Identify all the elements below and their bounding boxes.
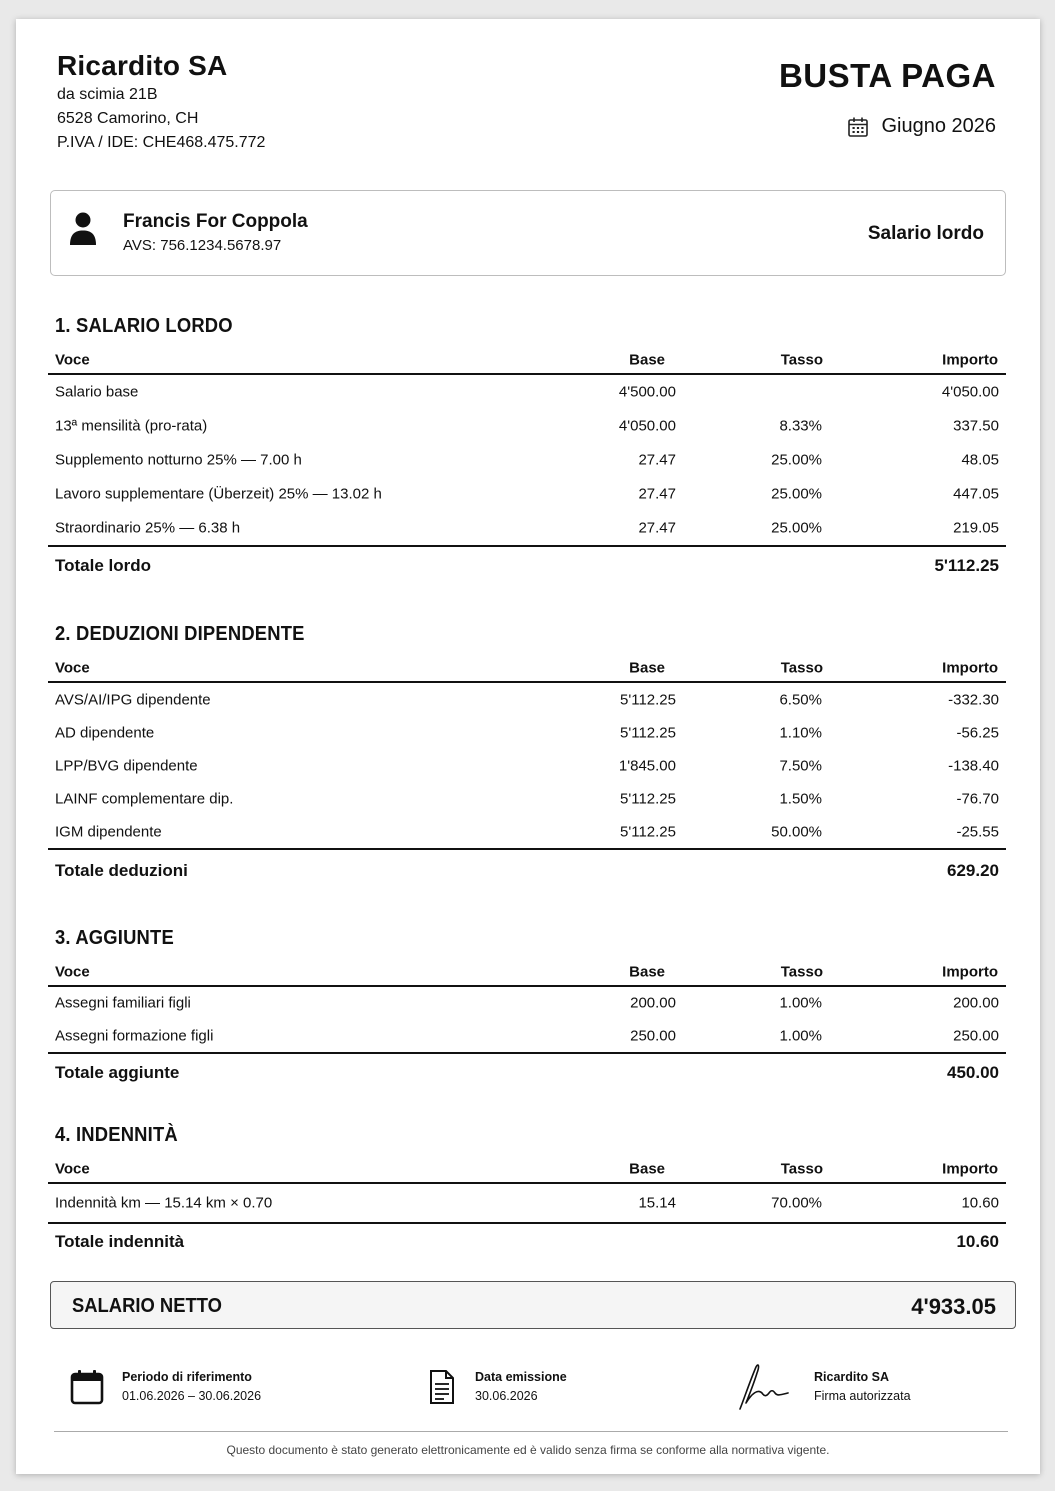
disclaimer: Questo documento è stato generato elettronicamente ed è valido senza firma se conforme alla normativa vigente.	[226, 1443, 830, 1457]
row-importo: 250.00	[953, 1027, 999, 1044]
table-row	[48, 477, 1006, 511]
row-base: 4'500.00	[618, 383, 676, 401]
period-reference-value: 01.06.2026 – 30.06.2026	[122, 1389, 262, 1403]
row-voce: Assegni formazione figli	[55, 1027, 214, 1044]
salary-table	[48, 347, 1006, 585]
total-label: Totale indennità	[55, 1232, 185, 1251]
row-base: 200.00	[630, 994, 676, 1012]
row-tasso: 70.00%	[771, 1194, 822, 1212]
row-base: 15.14	[638, 1194, 676, 1212]
col-voce: Voce	[55, 963, 90, 981]
employee-card	[50, 190, 1006, 276]
net-salary-box	[50, 1281, 1016, 1329]
row-base: 5'112.25	[620, 691, 676, 708]
row-tasso: 1.10%	[779, 724, 822, 741]
col-voce: Voce	[55, 659, 90, 677]
row-importo: 48.05	[961, 451, 999, 469]
table-header	[48, 347, 1006, 375]
row-voce: Straordinario 25% — 6.38 h	[55, 519, 241, 537]
row-voce: AVS/AI/IPG dipendente	[55, 691, 211, 708]
row-tasso: 1.50%	[779, 790, 822, 807]
row-tasso: 25.00%	[771, 451, 822, 469]
row-tasso: 8.33%	[779, 417, 822, 435]
section-title: 2. DEDUZIONI DIPENDENTE	[55, 623, 305, 645]
row-tasso: 6.50%	[779, 691, 822, 708]
col-tasso: Tasso	[780, 659, 823, 677]
company-name: Ricardito SA	[57, 50, 228, 81]
calendar-icon	[847, 116, 869, 138]
col-importo: Importo	[942, 963, 998, 981]
row-tasso: 25.00%	[771, 485, 822, 503]
section-title: 1. SALARIO LORDO	[55, 315, 233, 337]
total-value: 10.60	[956, 1232, 999, 1251]
row-base: 5'112.25	[620, 790, 676, 807]
row-base: 5'112.25	[620, 823, 676, 840]
total-value: 450.00	[947, 1063, 999, 1082]
issue-date-label: Data emissione	[475, 1370, 567, 1384]
row-importo: 219.05	[953, 519, 999, 537]
row-importo: 200.00	[953, 994, 999, 1012]
row-tasso: 50.00%	[771, 823, 822, 840]
row-voce: IGM dipendente	[55, 823, 162, 840]
deductions-table	[48, 655, 1006, 892]
employee-info	[123, 209, 308, 257]
section-title: 4. INDENNITÀ	[55, 1124, 178, 1146]
row-voce: Lavoro supplementare (Überzeit) 25% — 13.02 h	[55, 485, 382, 503]
row-voce: Indennità km — 15.14 km × 0.70	[55, 1194, 273, 1212]
total-row	[48, 1222, 1006, 1260]
row-base: 250.00	[630, 1027, 676, 1044]
table-header	[48, 1156, 1006, 1184]
col-importo: Importo	[942, 1160, 998, 1178]
row-importo: -56.25	[956, 724, 999, 741]
row-importo: -138.40	[948, 757, 999, 774]
col-base: Base	[629, 1160, 665, 1178]
row-importo: 447.05	[953, 485, 999, 503]
row-importo: -332.30	[948, 691, 999, 708]
document-icon	[429, 1369, 455, 1410]
table-row	[48, 1019, 1006, 1052]
row-tasso: 1.00%	[779, 994, 822, 1012]
company-city: 6528 Camorino, CH	[57, 110, 199, 127]
signature-icon	[736, 1359, 792, 1420]
table-header	[48, 959, 1006, 987]
table-row	[48, 409, 1006, 443]
col-voce: Voce	[55, 351, 90, 369]
allowances-table	[48, 1156, 1006, 1260]
document-period	[847, 115, 996, 138]
total-label: Totale lordo	[55, 556, 152, 575]
col-tasso: Tasso	[780, 963, 823, 981]
signer-role: Firma autorizzata	[814, 1389, 911, 1403]
table-row	[48, 815, 1006, 848]
col-importo: Importo	[942, 659, 998, 677]
company-address: da scimia 21B	[57, 86, 158, 103]
row-tasso: 25.00%	[771, 519, 822, 537]
total-row	[48, 848, 1006, 892]
row-importo: -76.70	[956, 790, 999, 807]
signer-name: Ricardito SA	[814, 1370, 890, 1384]
employee-avs: AVS: 756.1234.5678.97	[123, 237, 282, 254]
total-label: Totale aggiunte	[55, 1063, 180, 1082]
col-importo: Importo	[942, 351, 998, 369]
row-importo: -25.55	[956, 823, 999, 840]
net-salary-value: 4'933.05	[911, 1294, 996, 1319]
document-title: BUSTA PAGA	[778, 57, 996, 94]
total-label: Totale deduzioni	[55, 861, 188, 880]
row-base: 27.47	[638, 451, 676, 469]
row-base: 1'845.00	[618, 757, 676, 774]
row-voce: LPP/BVG dipendente	[55, 757, 198, 774]
row-tasso: 1.00%	[779, 1027, 822, 1044]
table-row	[48, 782, 1006, 815]
col-base: Base	[629, 659, 665, 677]
table-row	[48, 683, 1006, 716]
row-base: 4'050.00	[618, 417, 676, 435]
calendar-icon	[70, 1369, 104, 1410]
row-base: 27.47	[638, 485, 676, 503]
row-voce: LAINF complementare dip.	[55, 790, 234, 807]
period-reference-label: Periodo di riferimento	[122, 1370, 252, 1384]
row-base: 27.47	[638, 519, 676, 537]
table-row	[48, 443, 1006, 477]
total-row	[48, 1052, 1006, 1092]
footer-period	[70, 1367, 261, 1410]
col-tasso: Tasso	[780, 1160, 823, 1178]
table-row	[48, 1184, 1006, 1222]
footer-issue-date	[429, 1367, 567, 1410]
table-header	[48, 655, 1006, 683]
company-vat: P.IVA / IDE: CHE468.475.772	[57, 134, 266, 151]
col-voce: Voce	[55, 1160, 90, 1178]
footer-signature	[736, 1359, 911, 1420]
employee-name: Francis For Coppola	[123, 211, 308, 232]
table-row	[48, 716, 1006, 749]
col-base: Base	[629, 963, 665, 981]
table-row	[48, 511, 1006, 545]
total-value: 5'112.25	[934, 556, 999, 575]
table-row	[48, 375, 1006, 409]
table-row	[48, 749, 1006, 782]
row-base: 5'112.25	[620, 724, 676, 741]
row-importo: 4'050.00	[941, 383, 999, 401]
row-voce: Salario base	[55, 383, 139, 401]
additions-table	[48, 959, 1006, 1092]
row-importo: 10.60	[961, 1194, 999, 1212]
col-base: Base	[629, 351, 665, 369]
salary-type: Salario lordo	[867, 223, 984, 244]
section-title: 3. AGGIUNTE	[55, 927, 174, 949]
table-row	[48, 987, 1006, 1019]
net-salary-label: SALARIO NETTO	[72, 1295, 222, 1317]
row-voce: Supplemento notturno 25% — 7.00 h	[55, 451, 302, 469]
person-icon	[69, 211, 97, 252]
period-label: Giugno 2026	[881, 115, 996, 137]
company-block	[57, 49, 265, 155]
footer-divider	[54, 1431, 1008, 1432]
row-voce: AD dipendente	[55, 724, 155, 741]
row-tasso: 7.50%	[779, 757, 822, 774]
row-importo: 337.50	[953, 417, 999, 435]
issue-date-value: 30.06.2026	[475, 1389, 538, 1403]
row-voce: Assegni familiari figli	[55, 994, 191, 1012]
row-voce: 13ª mensilità (pro-rata)	[55, 417, 208, 435]
payslip-page	[16, 19, 1040, 1474]
col-tasso: Tasso	[780, 351, 823, 369]
total-row	[48, 545, 1006, 585]
total-value: 629.20	[947, 861, 999, 880]
